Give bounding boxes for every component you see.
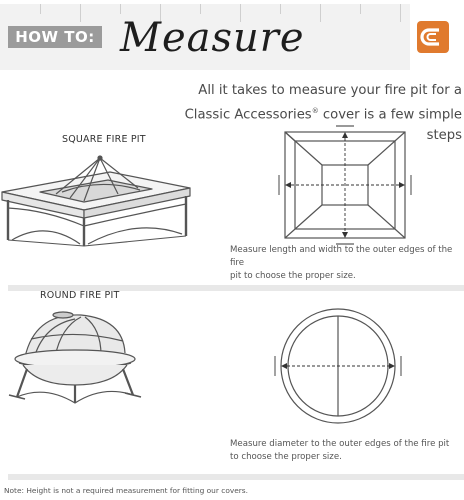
round-measure-diagram xyxy=(272,306,422,426)
square-caption xyxy=(230,244,462,283)
registered-mark: ® xyxy=(311,107,319,115)
round-fire-pit-illustration xyxy=(5,305,145,405)
ruler-tick xyxy=(280,4,281,14)
round-caption xyxy=(230,438,462,464)
ruler-tick xyxy=(360,4,361,14)
ruler-tick xyxy=(400,4,401,22)
square-fire-pit-illustration xyxy=(0,148,205,248)
square-section-title: SQUARE FIRE PIT xyxy=(62,134,146,145)
round-caption-line-1: Measure diameter to the outer edges of the fire pit xyxy=(230,439,450,449)
ruler-tick xyxy=(40,4,41,14)
classic-accessories-logo-icon xyxy=(417,21,449,53)
square-caption-line-1: Measure length and width to the outer edges of the fire xyxy=(230,245,453,268)
brand-name: Classic Accessories xyxy=(184,107,312,123)
ruler-tick xyxy=(120,4,121,14)
ruler-tick xyxy=(320,4,321,22)
intro-line-1: All it takes to measure your fire pit for a xyxy=(198,83,462,98)
footer-divider xyxy=(8,474,464,480)
how-to-label: HOW TO: xyxy=(8,26,102,48)
intro-line-2-rest: cover is a few simple steps xyxy=(318,107,462,144)
square-measure-diagram xyxy=(270,129,420,241)
round-caption-line-2: to choose the proper size. xyxy=(230,452,342,462)
square-caption-line-2: pit to choose the proper size. xyxy=(230,271,356,281)
round-section-title: ROUND FIRE PIT xyxy=(40,290,120,301)
page-title: Measure xyxy=(120,15,305,61)
footer-note: Note: Height is not a required measurement for fitting our covers. xyxy=(4,486,249,495)
ruler-tick xyxy=(200,4,201,14)
ruler-tick xyxy=(80,4,81,22)
